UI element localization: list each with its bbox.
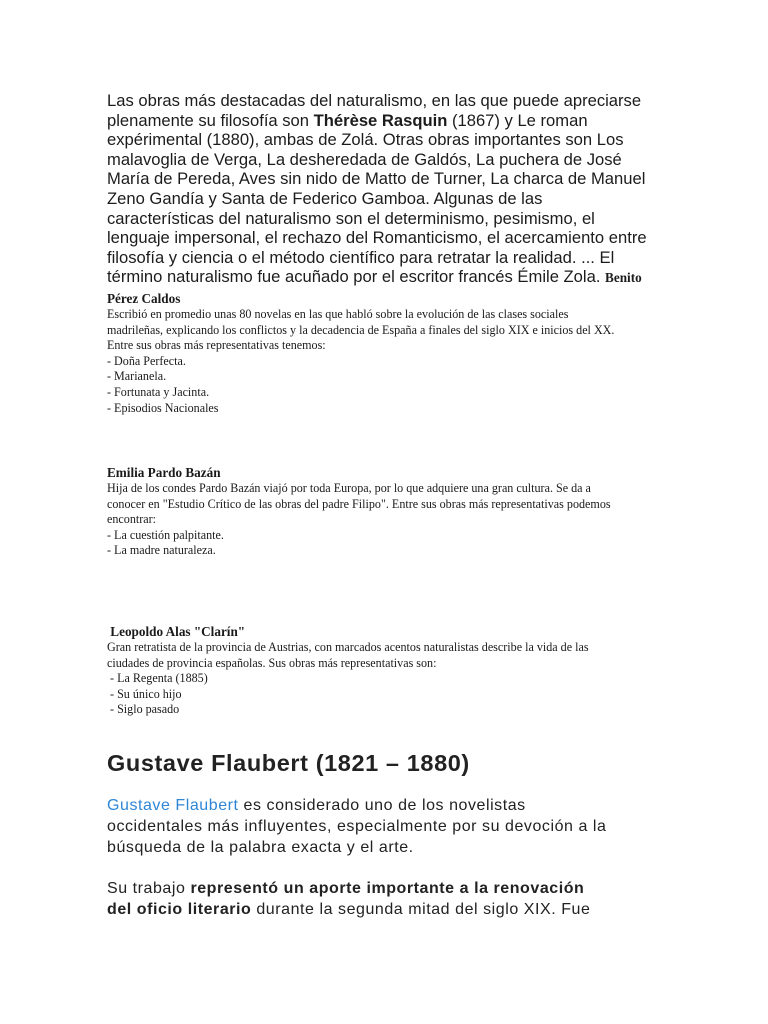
intro-line: [107, 267, 677, 288]
intro-line: Zeno Gandía y Santa de Federico Gamboa. Algunas de las: [107, 188, 543, 208]
intro-line: [107, 111, 677, 131]
section-line: Hija de los condes Pardo Bazán viajó por toda Europa, por lo que adquiere una gran cultura. Se da a: [107, 481, 591, 495]
flaubert-link[interactable]: Gustave Flaubert: [107, 797, 239, 814]
article-text: durante la segunda mitad del siglo XIX. Fue: [251, 901, 591, 918]
article-emphasis: del oficio literario: [107, 901, 252, 918]
article-line: [107, 795, 687, 816]
list-item: - La cuestión palpitante.: [107, 527, 224, 542]
section-line: Gran retratista de la provincia de Austrias, con marcados acentos naturalistas describe la vida de las: [107, 640, 589, 654]
author-name-benito: Benito: [605, 270, 642, 286]
section-heading: Pérez Caldos: [107, 291, 181, 306]
article-text: es considerado uno de los novelistas: [238, 797, 526, 814]
intro-line: malavoglia de Verga, La desheredada de Galdós, La puchera de José: [107, 149, 622, 169]
intro-line: filosofía y ciencia o el método científico para retratar la realidad. ... El: [107, 247, 615, 267]
article-paragraph-2: [107, 878, 687, 920]
section-pardo-bazan: [107, 464, 677, 559]
section-heading: Leopoldo Alas "Clarín": [107, 624, 246, 639]
article-line: búsqueda de la palabra exacta y el arte.: [107, 839, 414, 856]
section-perez-galdos: [107, 290, 677, 416]
intro-text: término naturalismo fue acuñado por el escritor francés Émile Zola.: [107, 267, 606, 287]
intro-line: características del naturalismo son el determinismo, pesimismo, el: [107, 208, 595, 228]
section-line: ciudades de provincia españolas. Sus obras más representativas son:: [107, 655, 437, 670]
intro-line: lenguaje impersonal, el rechazo del Romanticismo, el acercamiento entre: [107, 228, 647, 248]
section-heading: Emilia Pardo Bazán: [107, 465, 221, 480]
intro-line: Las obras más destacadas del naturalismo, en las que puede apreciarse: [107, 91, 642, 110]
intro-text: (1867) y Le roman: [447, 110, 588, 130]
section-line: madrileñas, explicando los conflictos y la decadencia de España a finales del siglo XIX e inicios del XX.: [107, 322, 615, 337]
section-line: Entre sus obras más representativas tenemos:: [107, 338, 326, 353]
article-line: occidentales más influyentes, especialmente por su devoción a la: [107, 818, 607, 835]
list-item: - Episodios Nacionales: [107, 400, 219, 415]
intro-text: plenamente su filosofía son: [107, 110, 314, 130]
list-item: - Doña Perfecta.: [107, 353, 186, 368]
article-emphasis: representó un aporte importante a la renovación: [190, 880, 585, 897]
article-text: Su trabajo: [107, 880, 191, 897]
book-title-therese-rasquin: Thérèse Rasquin: [313, 110, 448, 130]
section-line: encontrar:: [107, 512, 157, 527]
list-item: - Siglo pasado: [107, 702, 180, 717]
list-item: - Fortunata y Jacinta.: [107, 384, 210, 399]
intro-paragraph: [107, 91, 677, 288]
section-clarin: [107, 623, 677, 718]
intro-line: María de Pereda, Aves sin nido de Matto de Turner, La charca de Manuel: [107, 169, 646, 189]
list-item: - Marianela.: [107, 369, 167, 384]
list-item: - La Regenta (1885): [107, 671, 208, 686]
article-line: [107, 899, 687, 920]
article-line: [107, 878, 687, 899]
list-item: - La madre naturaleza.: [107, 543, 216, 558]
list-item: - Su único hijo: [107, 686, 182, 701]
article-heading: Gustave Flaubert (1821 – 1880): [107, 750, 470, 776]
intro-line: expérimental (1880), ambas de Zolá. Otras obras importantes son Los: [107, 130, 624, 150]
section-line: conocer en "Estudio Crítico de las obras del padre Filipo". Entre sus obras más representativas podemos: [107, 496, 611, 511]
section-line: Escribió en promedio unas 80 novelas en las que habló sobre la evolución de las clases sociales: [107, 307, 569, 321]
article-paragraph-1: [107, 795, 687, 858]
